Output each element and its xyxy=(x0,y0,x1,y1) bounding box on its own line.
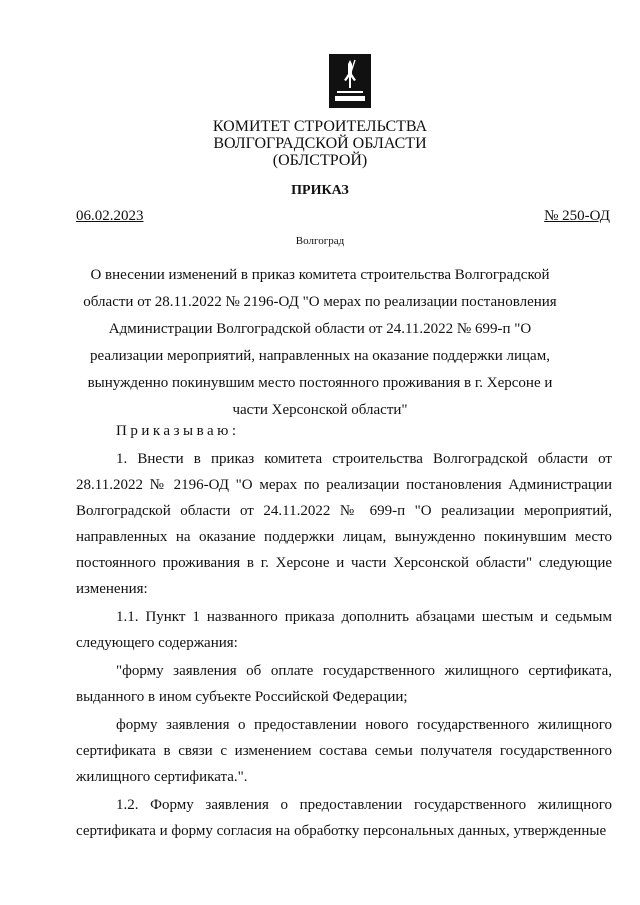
paragraph-1: 1. Внести в приказ комитета строительства Волгоградской области от 28.11.2022 № 2196-ОД "О мерах по реализации постановления Администрации Волгоградской области от 24.11.2022 № 699-п "О реализации мероприятий, направленных на оказание поддержки лицам, вынужденно покинувшим место постоянного проживания в г. Херсоне и части Херсонской области" следующие изменения: xyxy=(76,451,612,597)
doc-number: № 250-ОД xyxy=(544,208,610,224)
org-name-line2: ВОЛГОГРАДСКОЙ ОБЛАСТИ xyxy=(213,135,427,152)
doc-city: Волгоград xyxy=(295,235,345,247)
order-intro: Приказываю: xyxy=(116,423,240,439)
paragraph-1-2: 1.2. Форму заявления о предоставлении государственного жилищного сертификата и форму согласия на обработку персональных данных, утвержденные xyxy=(76,797,612,839)
paragraph-quote-1: "форму заявления об оплате государственного жилищного сертификата, выданного в ином субъекте Российской Федерации; xyxy=(76,663,612,705)
paragraph-quote-2: форму заявления о предоставлении нового государственного жилищного сертификата в связи с изменением состава семьи получателя государственного жилищного сертификата.". xyxy=(76,717,612,785)
coat-of-arms-icon xyxy=(329,54,371,108)
org-name-short: (ОБЛСТРОЙ) xyxy=(272,152,368,169)
doc-subject: О внесении изменений в приказ комитета строительства Волгоградской области от 28.11.2022 № 2196-ОД "О мерах по реализации постановления Администрации Волгоградской области от 24.11.2022 № 699-п "О реализации мероприятий, направленных на оказание поддержки лицам, вынужденно покинувшим место постоянного проживания в г. Херсоне и части Херсонской области" xyxy=(83,267,557,418)
doc-type-title: ПРИКАЗ xyxy=(291,183,349,198)
doc-body xyxy=(76,418,612,846)
doc-date: 06.02.2023 xyxy=(76,208,144,224)
paragraph-1-1: 1.1. Пункт 1 названного приказа дополнить абзацами шестым и седьмым следующего содержания: xyxy=(76,609,612,651)
org-name-line1: КОМИТЕТ СТРОИТЕЛЬСТВА xyxy=(212,118,428,135)
